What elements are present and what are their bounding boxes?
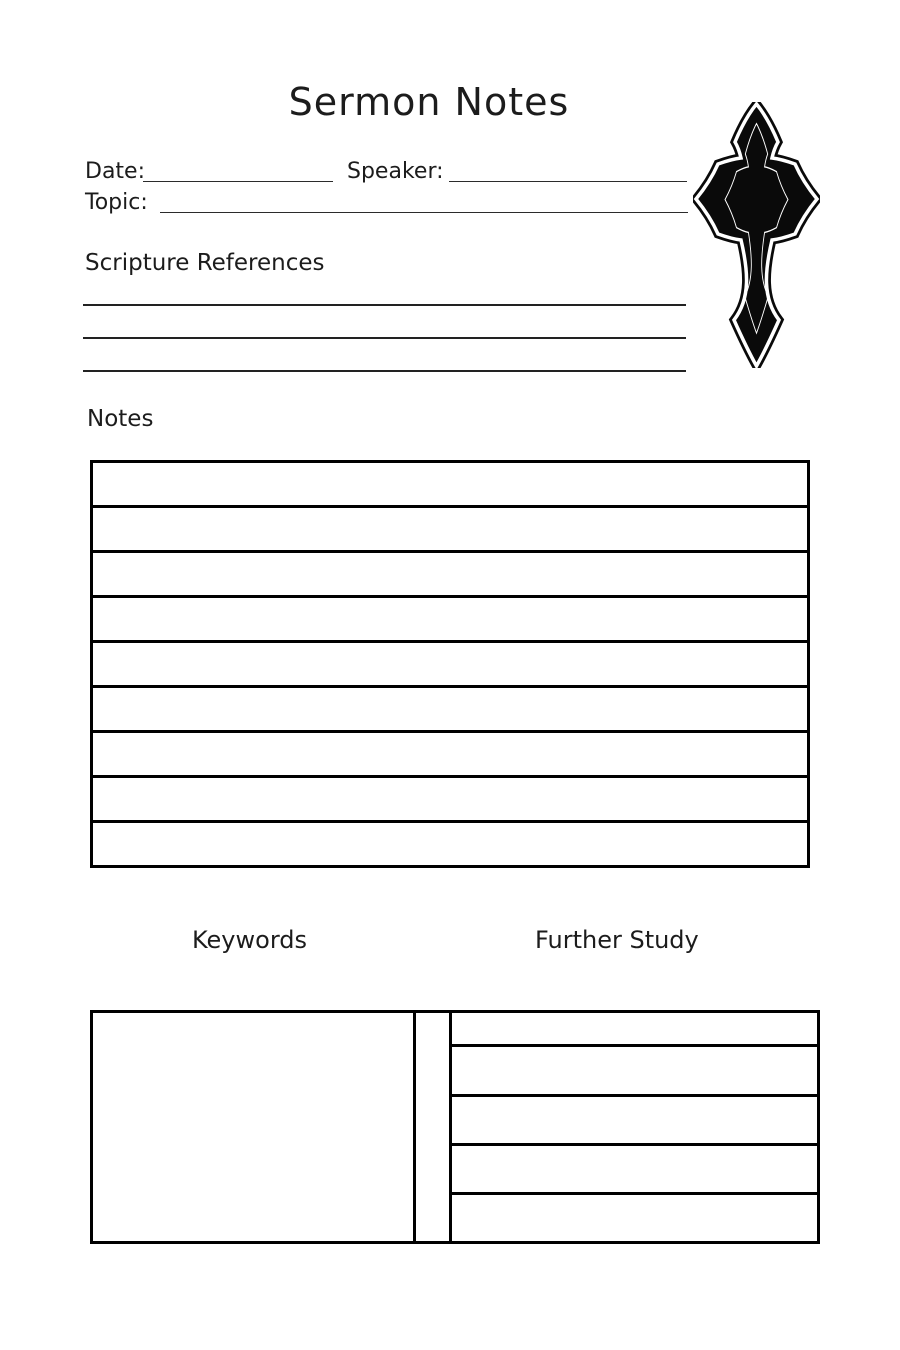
further-study-row[interactable] — [452, 1146, 817, 1195]
speaker-input-line[interactable] — [449, 181, 687, 182]
notes-row[interactable] — [93, 688, 807, 733]
scripture-references-heading: Scripture References — [85, 250, 325, 276]
date-input-line[interactable] — [143, 181, 333, 182]
notes-row[interactable] — [93, 463, 807, 508]
further-study-row[interactable] — [452, 1013, 817, 1047]
notes-row[interactable] — [93, 733, 807, 778]
page-title: Sermon Notes — [288, 80, 570, 124]
date-label: Date: — [85, 159, 145, 184]
scripture-input-line[interactable] — [83, 339, 686, 372]
further-study-row[interactable] — [452, 1195, 817, 1241]
further-study-row[interactable] — [452, 1047, 817, 1096]
topic-label: Topic: — [85, 190, 148, 215]
further-study-row[interactable] — [452, 1097, 817, 1146]
scripture-input-line[interactable] — [83, 306, 686, 339]
scripture-lines — [83, 273, 686, 372]
speaker-label: Speaker: — [347, 159, 444, 184]
keywords-heading: Keywords — [192, 926, 308, 954]
keywords-further-study-block — [90, 1010, 820, 1244]
notes-row[interactable] — [93, 508, 807, 553]
notes-row[interactable] — [93, 598, 807, 643]
topic-input-line[interactable] — [160, 212, 688, 213]
notes-row[interactable] — [93, 643, 807, 688]
further-study-heading: Further Study — [535, 926, 699, 954]
notes-heading: Notes — [87, 406, 154, 432]
scripture-input-line[interactable] — [83, 273, 686, 306]
further-study-table — [452, 1013, 817, 1241]
notes-row[interactable] — [93, 778, 807, 823]
notes-row[interactable] — [93, 553, 807, 598]
column-divider — [416, 1013, 452, 1241]
keywords-box[interactable] — [93, 1013, 416, 1241]
notes-table — [90, 460, 810, 868]
notes-row[interactable] — [93, 823, 807, 865]
gothic-cross-icon — [693, 102, 820, 368]
